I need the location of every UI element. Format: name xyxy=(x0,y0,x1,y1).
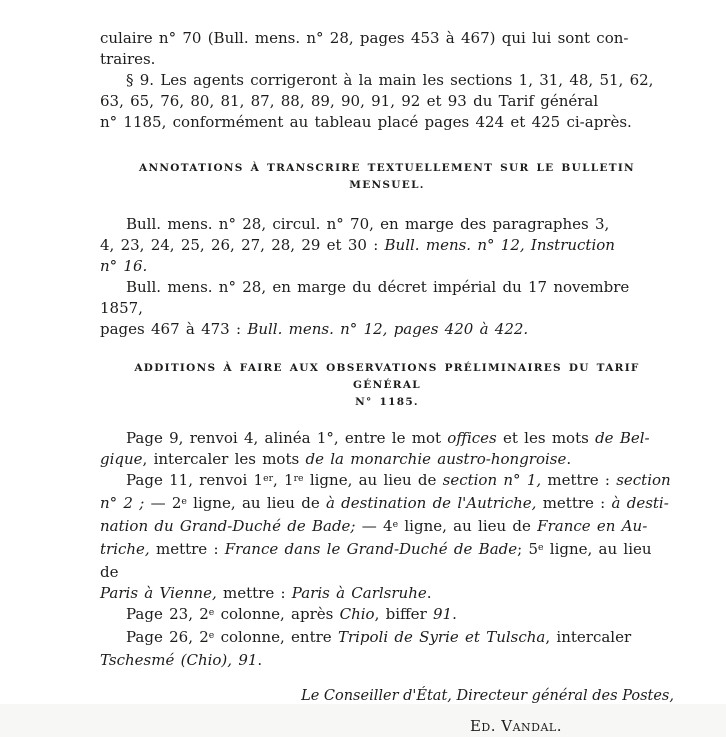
paragraph-bull-mens-decret-imperial: Bull. mens. n° 28, en marge du décret impérial du 17 novembre 1857, pages 467 à 473 : Bull. mens. n° 12, pages 420 à 422. xyxy=(100,278,630,338)
heading-additions-line2: N° 1185. xyxy=(355,396,419,408)
paragraph-page-26: Page 26, 2e colonne, entre Tripoli de Syrie et Tulscha, intercaler Tschesmé (Chio), 91. xyxy=(100,628,632,669)
paragraph-bull-mens-circ-70: Bull. mens. n° 28, circul. n° 70, en marge des paragraphes 3, 4, 23, 24, 25, 26, 27, 28, 29 et 30 : Bull. mens. n° 12, Instruction n° 16. xyxy=(100,215,615,275)
signature-line: Le Conseiller d'État, Directeur général des Postes, xyxy=(301,688,674,704)
heading-additions xyxy=(100,360,674,411)
heading-annotations: ANNOTATIONS À TRANSCRIRE TEXTUELLEMENT SUR LE BULLETIN MENSUEL. xyxy=(139,162,635,191)
signatory-name: Ed. Vandal. xyxy=(469,717,562,735)
paragraph-page-23: Page 23, 2e colonne, après Chio, biffer 91. xyxy=(126,605,457,623)
paragraph-section-9: § 9. Les agents corrigeront à la main les sections 1, 31, 48, 51, 62, 63, 65, 76, 80, 81, 87, 88, 89, 90, 91, 92 et 93 du Tarif général n° 1185, conformément au tableau placé pages 424 et 425 ci-après. xyxy=(100,71,654,131)
paragraph-page-11: Page 11, renvoi 1er, 1re ligne, au lieu de section n° 1, mettre : section n° 2 ; — 2e ligne, au lieu de à destination de l'Autriche, mettre : à desti- nation du Grand-Duché de Bade; — 4e ligne, au lieu de France en Au- triche, mettre : France dans le Grand-Duché de Bade; 5e ligne, au lieu de Paris à Vienne, mettre : Paris à Carlsruhe. xyxy=(100,471,671,602)
paragraph-circulaire-continuation: culaire n° 70 (Bull. mens. n° 28, pages 453 à 467) qui lui sont con- traires. xyxy=(100,29,629,68)
paragraph-page-9: Page 9, renvoi 4, alinéa 1°, entre le mot offices et les mots de Bel- gique, intercaler les mots de la monarchie austro-hongroise. xyxy=(100,429,650,468)
heading-additions-line1: ADDITIONS À FAIRE AUX OBSERVATIONS PRÉLIMINAIRES DU TARIF GÉNÉRAL xyxy=(134,362,640,391)
text-column xyxy=(100,28,674,737)
